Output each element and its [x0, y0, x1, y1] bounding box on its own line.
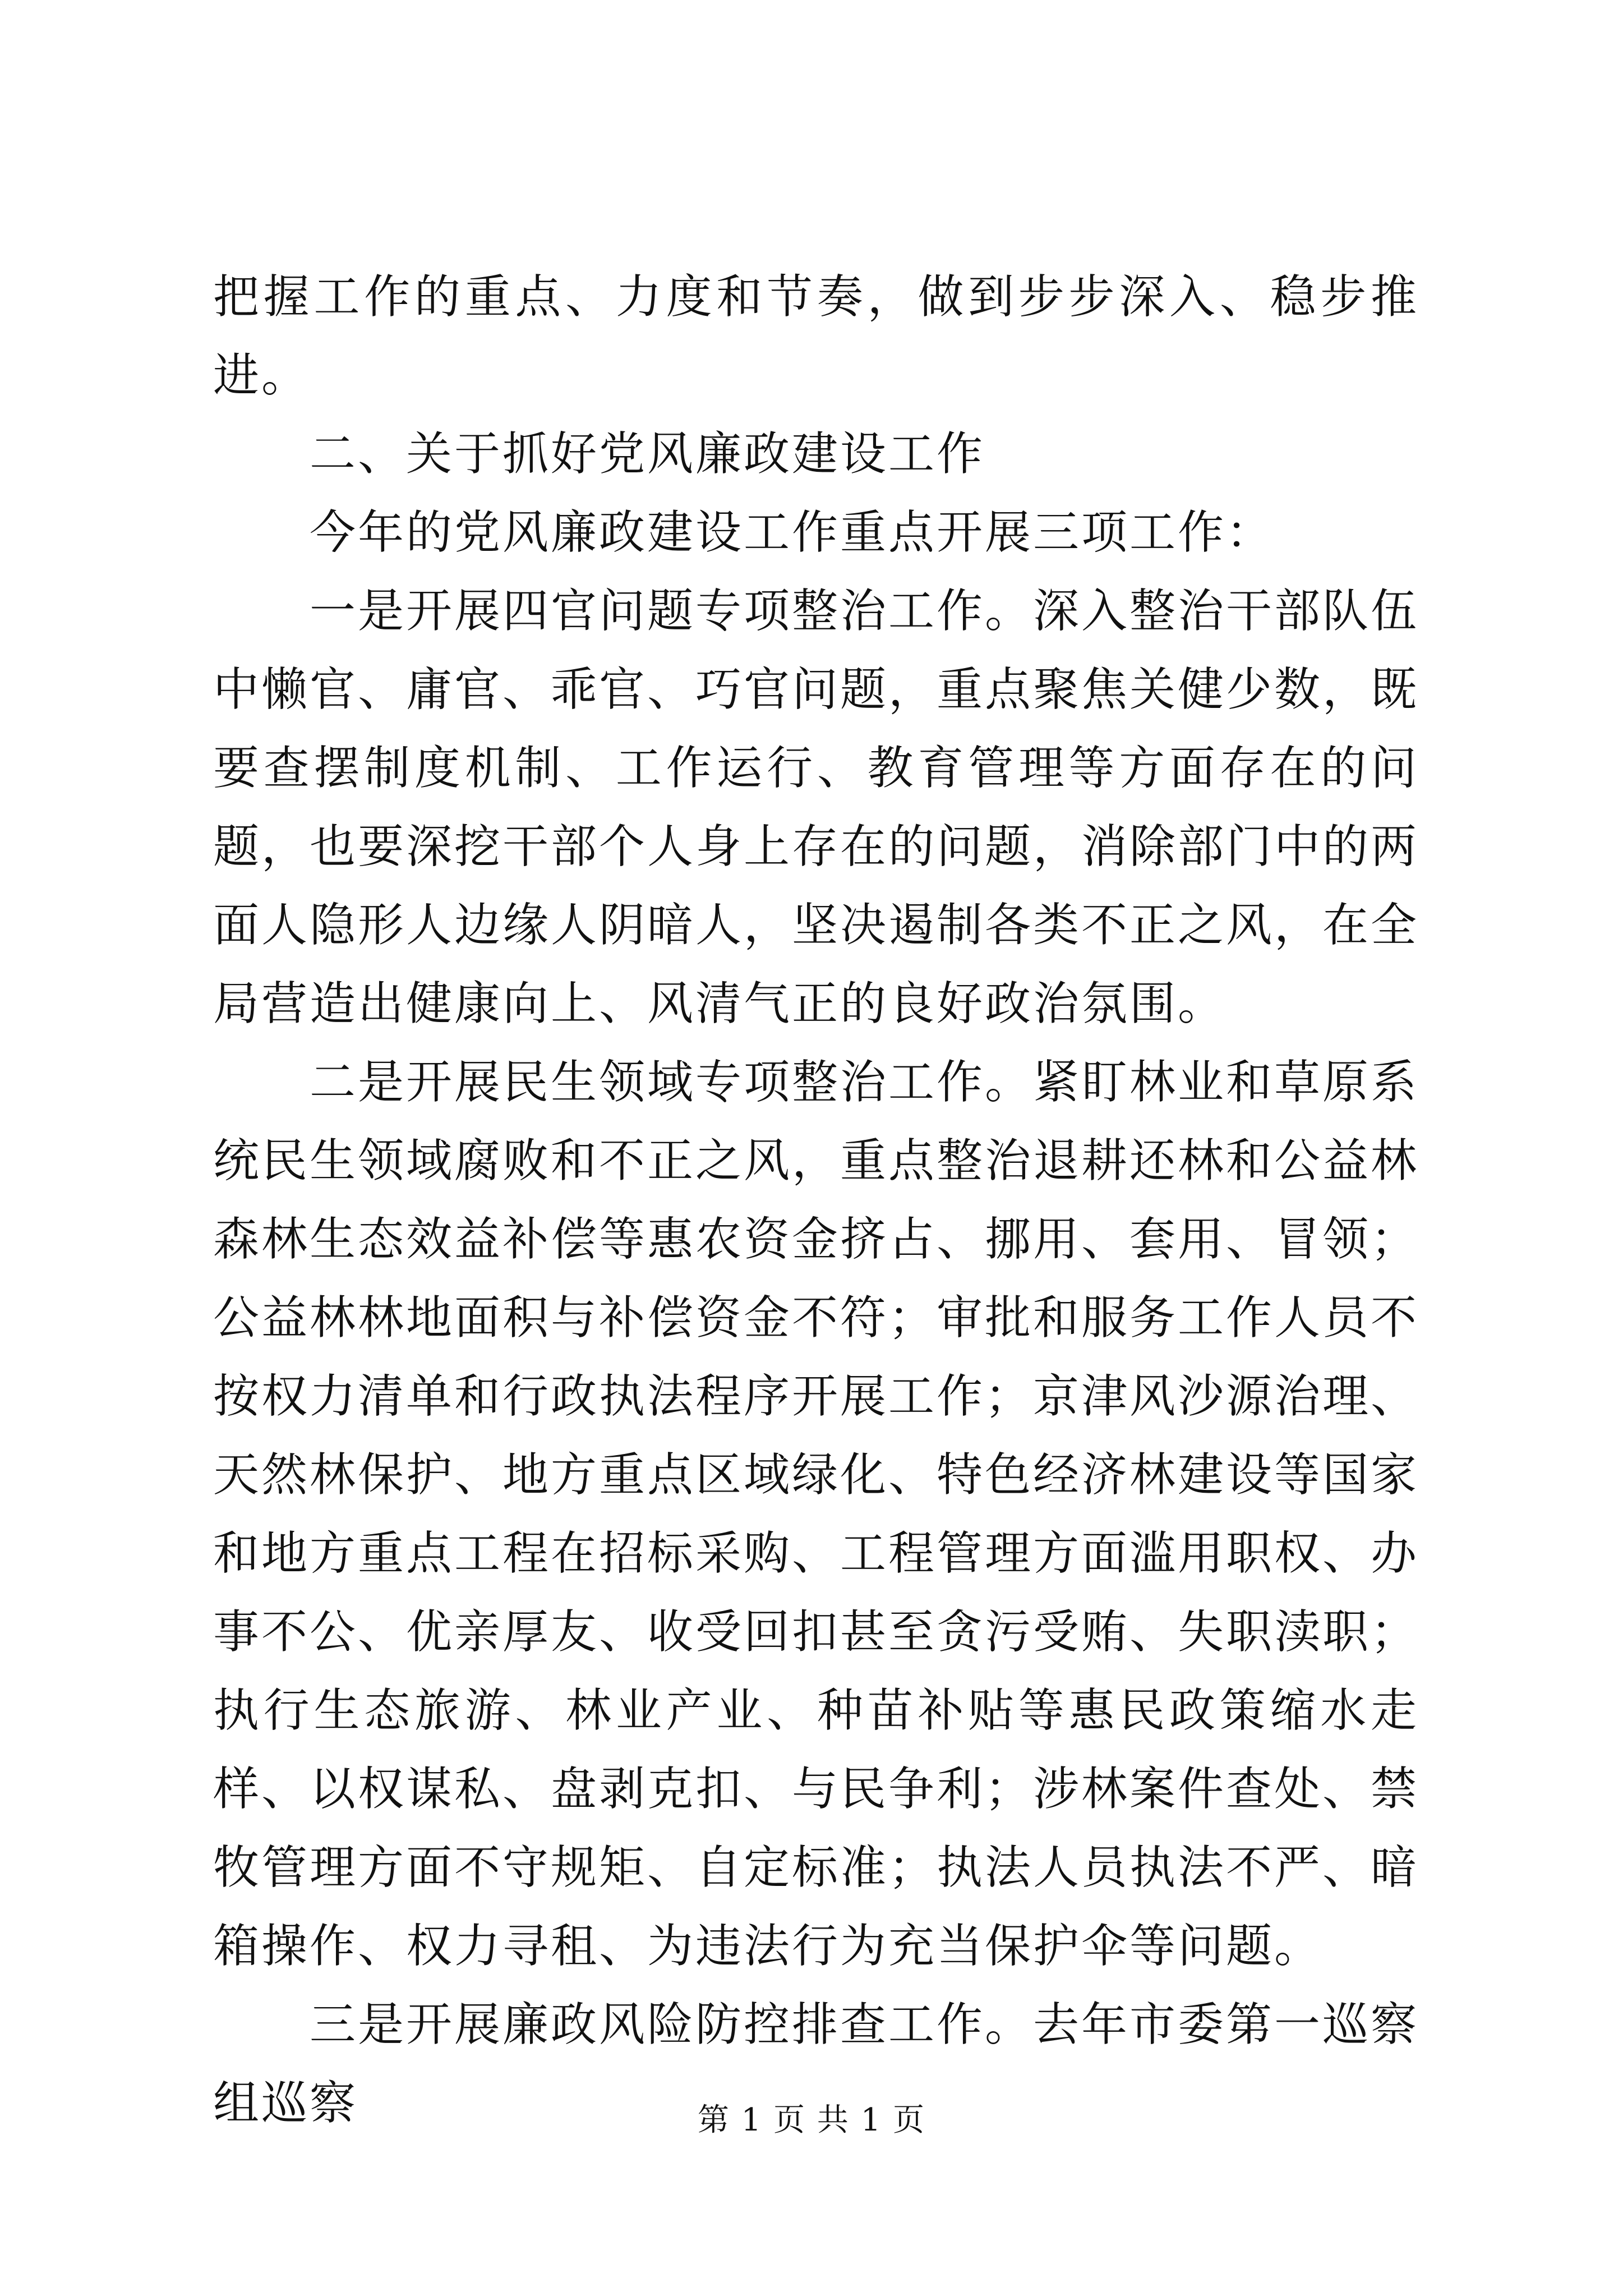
- paragraph: 二是开展民生领域专项整治工作。紧盯林业和草原系统民生领域腐败和不正之风，重点整治退耕还林和公益林森林生态效益补偿等惠农资金挤占、挪用、套用、冒领；公益林林地面积与补偿资金不符；审批和服务工作人员不按权力清单和行政执法程序开展工作；京津风沙源治理、天然林保护、地方重点区域绿化、特色经济林建设等国家和地方重点工程在招标采购、工程管理方面滥用职权、办事不公、优亲厚友、收受回扣甚至贪污受贿、失职渎职；执行生态旅游、林业产业、种苗补贴等惠民政策缩水走样、以权谋私、盘剥克扣、与民争利；涉林案件查处、禁牧管理方面不守规矩、自定标准；执法人员执法不严、暗箱操作、权力寻租、为违法行为充当保护伞等问题。: [213, 1056, 1419, 1973]
- section-heading: 二、关于抓好党风廉政建设工作: [310, 427, 985, 481]
- paragraph: 三是开展廉政风险防控排查工作。去年市委第一巡察组巡察: [213, 1998, 1419, 2130]
- paragraph: 把握工作的重点、力度和节奏，做到步步深入、稳步推进。: [213, 270, 1419, 402]
- paragraph: 今年的党风廉政建设工作重点开展三项工作：: [310, 506, 1275, 559]
- page-footer: [0, 2098, 1623, 2143]
- document-body: [213, 258, 1419, 2143]
- page-number: 第 1 页 共 1 页: [697, 2102, 926, 2138]
- paragraph: 一是开展四官问题专项整治工作。深入整治干部队伍中懒官、庸官、乖官、巧官问题，重点聚焦关健少数，既要查摆制度机制、工作运行、教育管理等方面存在的问题，也要深挖干部个人身上存在的问题，消除部门中的两面人隐形人边缘人阴暗人，坚决遏制各类不正之风，在全局营造出健康向上、风清气正的良好政治氛围。: [213, 585, 1419, 1030]
